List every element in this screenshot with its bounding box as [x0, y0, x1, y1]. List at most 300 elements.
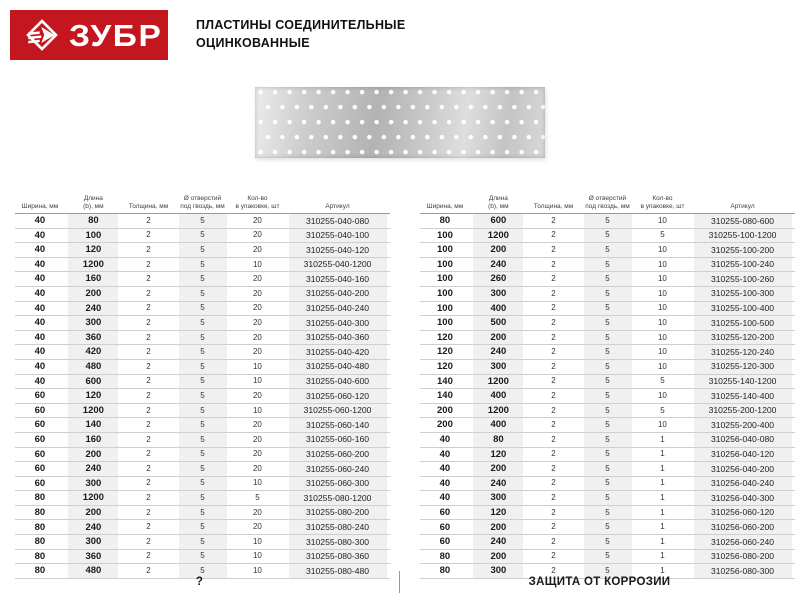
table-cell: 40 [15, 214, 65, 229]
table-cell: 310255-080-1200 [285, 491, 390, 506]
table-row [15, 418, 390, 433]
table-cell: 310255-040-200 [285, 286, 390, 301]
table-cell: 40 [15, 301, 65, 316]
table-cell: 310255-100-260 [690, 272, 795, 287]
table-cell: 2 [122, 520, 175, 535]
footer-right-label: ЗАЩИТА ОТ КОРРОЗИИ [528, 576, 671, 588]
table-cell: 2 [527, 316, 580, 331]
table-row [15, 228, 390, 243]
column-header: Ширина, мм [420, 186, 470, 214]
table-row [420, 535, 795, 550]
table-cell: 1 [635, 520, 690, 535]
table-cell: 310255-080-360 [285, 549, 390, 564]
table-cell: 60 [15, 389, 65, 404]
table-cell: 60 [420, 505, 470, 520]
table-cell: 5 [175, 228, 230, 243]
table-row [420, 286, 795, 301]
table-cell: 20 [230, 432, 285, 447]
table-cell: 310256-060-200 [690, 520, 795, 535]
table-cell: 5 [175, 432, 230, 447]
table-cell: 100 [420, 257, 470, 272]
table-cell: 1200 [65, 257, 122, 272]
table-cell: 2 [527, 272, 580, 287]
table-cell: 5 [580, 520, 635, 535]
table-cell: 260 [470, 272, 527, 287]
table-cell: 480 [65, 359, 122, 374]
table-cell: 2 [122, 403, 175, 418]
table-cell: 40 [15, 243, 65, 258]
table-cell: 40 [15, 272, 65, 287]
table-cell: 5 [580, 374, 635, 389]
table-cell: 2 [122, 272, 175, 287]
table-cell: 310255-100-400 [690, 301, 795, 316]
table-cell: 5 [580, 228, 635, 243]
table-cell: 1 [635, 432, 690, 447]
table-cell: 1 [635, 447, 690, 462]
table-cell: 1 [635, 462, 690, 477]
table-cell: 5 [175, 301, 230, 316]
table-cell: 310255-040-480 [285, 359, 390, 374]
table-cell: 10 [230, 549, 285, 564]
table-cell: 5 [175, 476, 230, 491]
table-cell: 5 [175, 214, 230, 229]
table-cell: 60 [15, 462, 65, 477]
table-cell: 200 [65, 286, 122, 301]
table-cell: 120 [65, 243, 122, 258]
table-row [420, 214, 795, 229]
table-cell: 20 [230, 389, 285, 404]
table-cell: 5 [175, 345, 230, 360]
table-cell: 2 [527, 418, 580, 433]
table-row [15, 535, 390, 550]
table-cell: 20 [230, 462, 285, 477]
table-cell: 140 [420, 389, 470, 404]
table-cell: 310255-080-240 [285, 520, 390, 535]
table-cell: 5 [580, 549, 635, 564]
table-cell: 2 [122, 214, 175, 229]
table-cell: 1200 [65, 403, 122, 418]
table-cell: 310255-060-300 [285, 476, 390, 491]
table-cell: 240 [470, 257, 527, 272]
table-row [420, 330, 795, 345]
column-header: Ø отверстий под гвоздь, мм [175, 186, 230, 214]
table-cell: 5 [580, 243, 635, 258]
table-cell: 2 [122, 491, 175, 506]
table-cell: 5 [580, 432, 635, 447]
table-cell: 20 [230, 505, 285, 520]
table-cell: 20 [230, 316, 285, 331]
table-cell: 2 [527, 447, 580, 462]
table-row [420, 505, 795, 520]
table-cell: 200 [65, 447, 122, 462]
table-row [15, 301, 390, 316]
table-cell: 310255-040-360 [285, 330, 390, 345]
table-row [15, 462, 390, 477]
table-cell: 5 [580, 330, 635, 345]
table-cell: 310255-120-300 [690, 359, 795, 374]
table-cell: 10 [635, 286, 690, 301]
table-cell: 60 [15, 447, 65, 462]
table-cell: 5 [175, 359, 230, 374]
table-cell: 20 [230, 214, 285, 229]
table-cell: 310255-060-120 [285, 389, 390, 404]
table-cell: 2 [122, 447, 175, 462]
table-row [15, 214, 390, 229]
table-cell: 2 [527, 214, 580, 229]
table-row [420, 345, 795, 360]
table-cell: 20 [230, 243, 285, 258]
table-cell: 80 [15, 491, 65, 506]
table-cell: 5 [175, 520, 230, 535]
table-cell: 5 [175, 505, 230, 520]
table-cell: 5 [175, 447, 230, 462]
table-cell: 2 [527, 505, 580, 520]
table-cell: 200 [470, 330, 527, 345]
table-cell: 100 [420, 272, 470, 287]
table-cell: 80 [470, 432, 527, 447]
table-cell: 2 [527, 549, 580, 564]
table-cell: 60 [15, 403, 65, 418]
table-cell: 310255-100-500 [690, 316, 795, 331]
zubr-arrow-icon [23, 16, 61, 54]
table-cell: 1200 [65, 491, 122, 506]
table-row [15, 316, 390, 331]
table-cell: 300 [470, 564, 527, 579]
table-cell: 10 [635, 359, 690, 374]
column-header: Толщина, мм [527, 186, 580, 214]
table-cell: 160 [65, 432, 122, 447]
table-cell: 120 [420, 330, 470, 345]
table-cell: 1200 [470, 228, 527, 243]
table-cell: 40 [420, 462, 470, 477]
table-cell: 5 [175, 272, 230, 287]
table-cell: 310256-060-240 [690, 535, 795, 550]
table-row [420, 257, 795, 272]
table-row [420, 549, 795, 564]
table-cell: 5 [175, 286, 230, 301]
table-cell: 5 [580, 447, 635, 462]
table-cell: 60 [420, 535, 470, 550]
table-row [15, 505, 390, 520]
table-row [420, 447, 795, 462]
table-cell: 10 [230, 374, 285, 389]
table-cell: 1 [635, 549, 690, 564]
table-cell: 120 [420, 345, 470, 360]
table-cell: 2 [527, 535, 580, 550]
table-cell: 40 [15, 330, 65, 345]
table-row [420, 374, 795, 389]
table-cell: 310255-040-1200 [285, 257, 390, 272]
table-row [420, 462, 795, 477]
table-cell: 200 [470, 462, 527, 477]
table-cell: 5 [580, 257, 635, 272]
table-cell: 200 [470, 243, 527, 258]
table-cell: 20 [230, 418, 285, 433]
table-row [15, 286, 390, 301]
table-cell: 310256-040-200 [690, 462, 795, 477]
table-cell: 310255-060-1200 [285, 403, 390, 418]
table-row [420, 476, 795, 491]
table-cell: 310256-040-080 [690, 432, 795, 447]
table-cell: 20 [230, 447, 285, 462]
table-cell: 5 [580, 418, 635, 433]
table-cell: 60 [420, 520, 470, 535]
table-cell: 1 [635, 564, 690, 579]
table-cell: 2 [122, 535, 175, 550]
table-cell: 310255-200-1200 [690, 403, 795, 418]
footer [0, 568, 800, 596]
table-cell: 10 [635, 330, 690, 345]
table-cell: 300 [65, 535, 122, 550]
table-cell: 5 [580, 564, 635, 579]
table-cell: 310255-120-200 [690, 330, 795, 345]
table-cell: 5 [635, 228, 690, 243]
table-cell: 5 [580, 359, 635, 374]
table-cell: 600 [470, 214, 527, 229]
table-cell: 5 [580, 491, 635, 506]
column-header: Кол-во в упаковке, шт [635, 186, 690, 214]
table-cell: 310255-040-600 [285, 374, 390, 389]
header-row [15, 186, 390, 214]
table-cell: 2 [122, 330, 175, 345]
table-cell: 10 [230, 257, 285, 272]
table-cell: 360 [65, 330, 122, 345]
table-cell: 5 [175, 403, 230, 418]
footer-left-label: ? [195, 576, 204, 588]
table-cell: 2 [122, 389, 175, 404]
table-cell: 310255-040-080 [285, 214, 390, 229]
table-cell: 10 [635, 389, 690, 404]
table-cell: 310255-080-480 [285, 564, 390, 579]
zubr-logo [10, 10, 168, 60]
table-row [420, 228, 795, 243]
table-cell: 5 [580, 316, 635, 331]
table-cell: 10 [635, 316, 690, 331]
table-cell: 2 [527, 359, 580, 374]
table-cell: 60 [15, 418, 65, 433]
column-header: Толщина, мм [122, 186, 175, 214]
column-header: Длина (b), мм [470, 186, 527, 214]
table-cell: 400 [470, 418, 527, 433]
table-cell: 100 [420, 228, 470, 243]
table-cell: 60 [15, 476, 65, 491]
table-cell: 20 [230, 520, 285, 535]
table-cell: 10 [635, 243, 690, 258]
table-cell: 2 [122, 345, 175, 360]
table-cell: 2 [122, 316, 175, 331]
table-cell: 2 [122, 228, 175, 243]
table-cell: 2 [527, 374, 580, 389]
table-cell: 10 [635, 345, 690, 360]
table-cell: 2 [527, 330, 580, 345]
table-cell: 10 [230, 403, 285, 418]
table-cell: 2 [527, 564, 580, 579]
table-cell: 20 [230, 228, 285, 243]
table-cell: 10 [230, 535, 285, 550]
table-cell: 60 [15, 432, 65, 447]
table-cell: 2 [122, 374, 175, 389]
table-cell: 310255-060-160 [285, 432, 390, 447]
product-image-perforated-plate [255, 87, 545, 158]
table-cell: 5 [580, 301, 635, 316]
table-cell: 120 [470, 505, 527, 520]
spec-table-left [15, 186, 390, 579]
table-cell: 5 [580, 286, 635, 301]
table-cell: 140 [420, 374, 470, 389]
table-cell: 310256-080-300 [690, 564, 795, 579]
table-cell: 5 [580, 476, 635, 491]
page-title-line1: ПЛАСТИНЫ СОЕДИНИТЕЛЬНЫЕ [196, 18, 406, 32]
table-cell: 1 [635, 491, 690, 506]
table-cell: 40 [15, 316, 65, 331]
table-cell: 80 [420, 564, 470, 579]
table-cell: 120 [470, 447, 527, 462]
table-cell: 5 [580, 214, 635, 229]
table-cell: 600 [65, 374, 122, 389]
table-cell: 20 [230, 301, 285, 316]
table-cell: 310255-060-140 [285, 418, 390, 433]
table-cell: 100 [420, 243, 470, 258]
table-cell: 5 [635, 374, 690, 389]
table-cell: 40 [15, 359, 65, 374]
table-cell: 310255-200-400 [690, 418, 795, 433]
table-cell: 5 [580, 272, 635, 287]
table-cell: 2 [122, 301, 175, 316]
table-cell: 310256-040-240 [690, 476, 795, 491]
table-cell: 5 [580, 462, 635, 477]
table-cell: 300 [65, 316, 122, 331]
table-row [420, 389, 795, 404]
table-cell: 310255-080-300 [285, 535, 390, 550]
table-cell: 20 [230, 272, 285, 287]
table-cell: 2 [527, 257, 580, 272]
table-cell: 2 [527, 243, 580, 258]
table-cell: 1 [635, 505, 690, 520]
table-cell: 310255-100-1200 [690, 228, 795, 243]
table-cell: 10 [635, 214, 690, 229]
logo-text: ЗУБР [68, 17, 163, 53]
table-cell: 40 [15, 286, 65, 301]
table-cell: 2 [527, 520, 580, 535]
table-cell: 310255-140-400 [690, 389, 795, 404]
spec-table-right [420, 186, 795, 579]
table-cell: 2 [122, 476, 175, 491]
table-row [15, 243, 390, 258]
table-cell: 5 [175, 330, 230, 345]
table-cell: 40 [420, 491, 470, 506]
table-cell: 310255-060-200 [285, 447, 390, 462]
table-cell: 2 [122, 286, 175, 301]
page-title [196, 16, 405, 52]
table-row [420, 418, 795, 433]
table-cell: 80 [15, 564, 65, 579]
table-row [15, 389, 390, 404]
table-row [420, 491, 795, 506]
table-cell: 20 [230, 286, 285, 301]
table-row [15, 476, 390, 491]
table-cell: 310256-040-120 [690, 447, 795, 462]
table-cell: 100 [65, 228, 122, 243]
table-cell: 5 [230, 491, 285, 506]
table-cell: 100 [420, 316, 470, 331]
table-cell: 2 [527, 286, 580, 301]
table-cell: 310255-040-240 [285, 301, 390, 316]
table-cell: 310255-040-160 [285, 272, 390, 287]
table-cell: 120 [65, 389, 122, 404]
table-cell: 80 [15, 520, 65, 535]
table-cell: 240 [470, 476, 527, 491]
table-cell: 5 [580, 389, 635, 404]
table-row [420, 403, 795, 418]
table-cell: 5 [580, 345, 635, 360]
column-header: Длина (b), мм [65, 186, 122, 214]
table-cell: 5 [635, 403, 690, 418]
table-cell: 40 [15, 374, 65, 389]
table-cell: 480 [65, 564, 122, 579]
table-row [15, 447, 390, 462]
table-cell: 310255-080-200 [285, 505, 390, 520]
table-cell: 400 [470, 301, 527, 316]
table-row [15, 330, 390, 345]
table-cell: 5 [175, 316, 230, 331]
table-cell: 80 [420, 214, 470, 229]
table-cell: 420 [65, 345, 122, 360]
table-cell: 5 [580, 505, 635, 520]
table-cell: 300 [65, 476, 122, 491]
table-row [15, 520, 390, 535]
table-row [420, 359, 795, 374]
table-cell: 2 [527, 462, 580, 477]
table-cell: 2 [122, 432, 175, 447]
column-header: Ширина, мм [15, 186, 65, 214]
table-cell: 1 [635, 535, 690, 550]
table-cell: 2 [122, 359, 175, 374]
table-cell: 310255-140-1200 [690, 374, 795, 389]
table-row [420, 272, 795, 287]
table-cell: 120 [420, 359, 470, 374]
table-cell: 2 [122, 462, 175, 477]
table-cell: 40 [15, 228, 65, 243]
table-cell: 2 [527, 228, 580, 243]
table-cell: 240 [470, 535, 527, 550]
table-cell: 10 [230, 476, 285, 491]
table-cell: 5 [175, 535, 230, 550]
table-cell: 40 [420, 432, 470, 447]
table-row [420, 316, 795, 331]
table-cell: 240 [65, 301, 122, 316]
table-cell: 310255-040-300 [285, 316, 390, 331]
table-cell: 10 [635, 418, 690, 433]
table-cell: 160 [65, 272, 122, 287]
table-cell: 300 [470, 286, 527, 301]
table-cell: 2 [527, 491, 580, 506]
table-cell: 2 [527, 476, 580, 491]
table-cell: 310255-100-200 [690, 243, 795, 258]
table-cell: 10 [635, 272, 690, 287]
table-row [15, 257, 390, 272]
table-cell: 310256-040-300 [690, 491, 795, 506]
table-cell: 5 [175, 243, 230, 258]
table-cell: 10 [635, 257, 690, 272]
table-row [420, 243, 795, 258]
table-cell: 5 [175, 491, 230, 506]
table-cell: 40 [15, 257, 65, 272]
table-row [15, 359, 390, 374]
table-cell: 80 [65, 214, 122, 229]
table-cell: 80 [15, 505, 65, 520]
table-cell: 5 [175, 549, 230, 564]
column-header: Кол-во в упаковке, шт [230, 186, 285, 214]
